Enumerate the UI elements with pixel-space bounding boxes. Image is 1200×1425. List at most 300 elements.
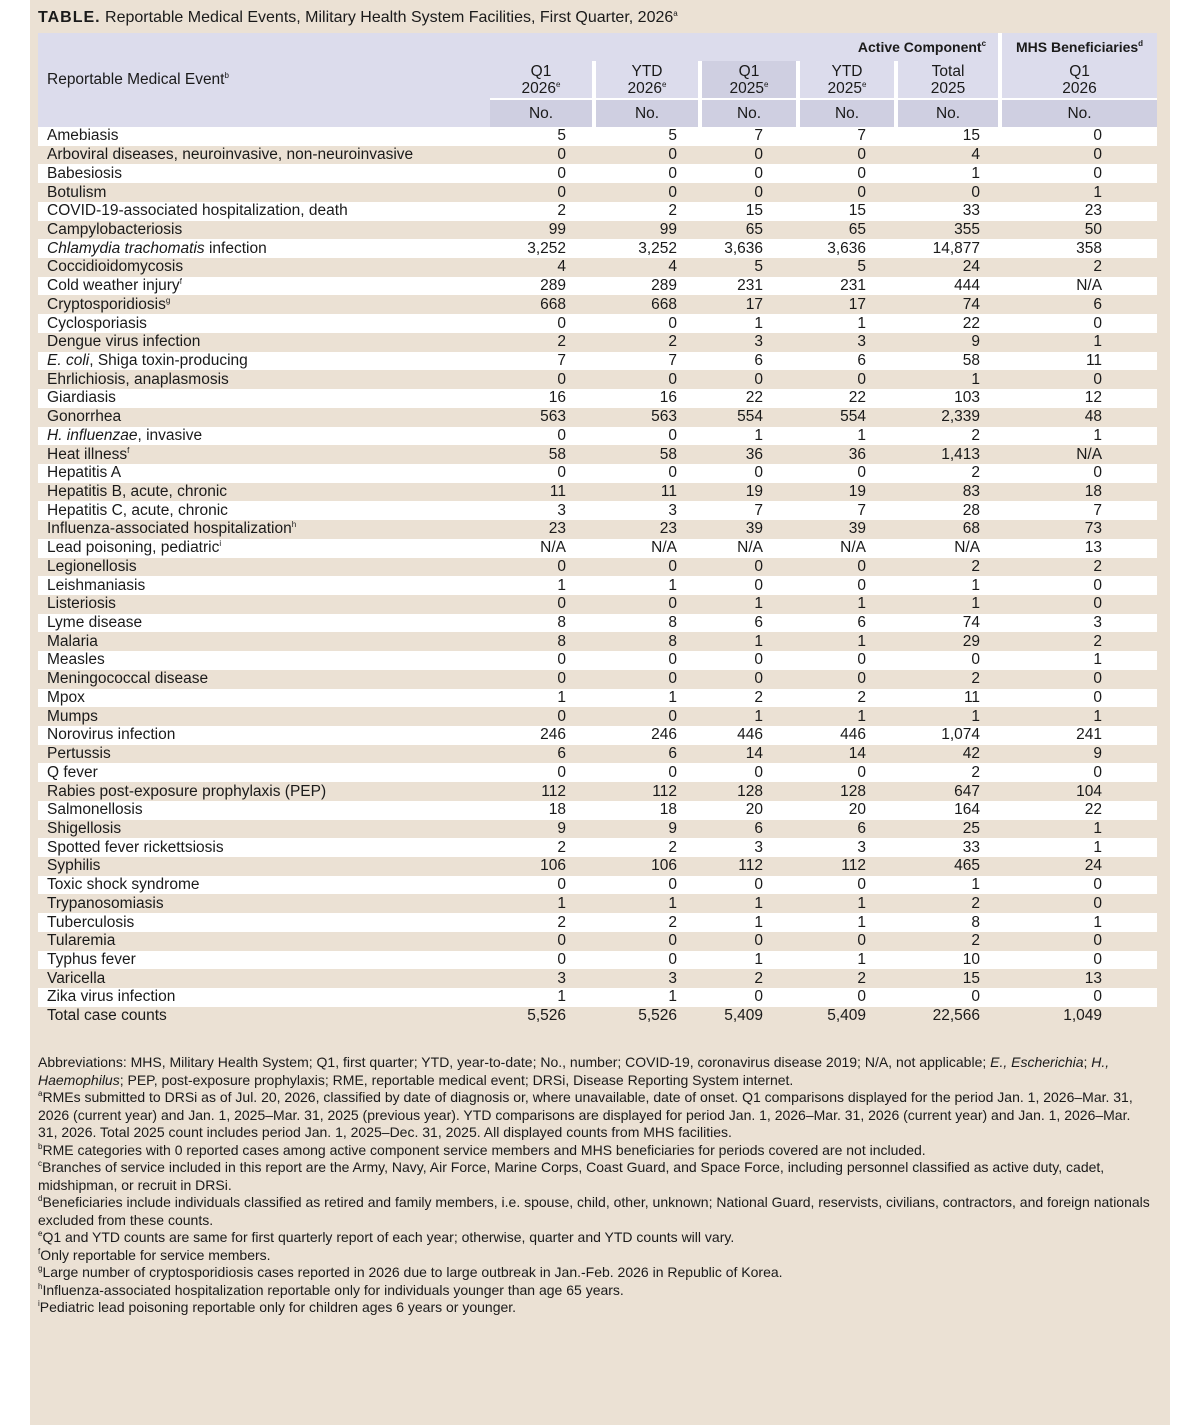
count-cell: 1 (754, 426, 763, 444)
count-cell: 668 (540, 295, 566, 313)
count-cell: 8 (668, 632, 677, 650)
count-cell: 112 (738, 857, 763, 875)
count-cell: 22,566 (932, 1007, 981, 1025)
event-name: Pertussis (47, 745, 111, 763)
count-cell: 0 (668, 950, 677, 968)
table-row (38, 876, 1157, 895)
count-cell: 1 (1093, 333, 1103, 351)
table-body (38, 127, 1157, 1026)
count-cell: 16 (548, 389, 566, 407)
count-cell: 7 (557, 351, 566, 369)
count-cell: 0 (754, 876, 763, 894)
count-cell: 104 (1076, 782, 1103, 800)
count-cell: 0 (1093, 988, 1103, 1006)
count-cell: 4 (557, 258, 566, 276)
count-cell: 1 (857, 595, 866, 613)
footnote: $^e$Q1 and YTD counts are same for first quarterly report of each year; otherwise, quarter and YTD counts will vary. (38, 1229, 735, 1245)
count-cell: 0 (668, 426, 677, 444)
table-row (38, 146, 1157, 165)
count-cell: 7 (754, 501, 763, 519)
count-cell: 563 (540, 408, 566, 426)
count-cell: 0 (754, 464, 763, 482)
count-cell: 3 (754, 333, 763, 351)
table-row (38, 277, 1157, 296)
count-cell: 231 (840, 277, 866, 295)
count-cell: 6 (668, 745, 677, 763)
count-cell: 2 (971, 557, 981, 575)
count-cell: 0 (857, 557, 866, 575)
count-cell: 16 (659, 389, 677, 407)
event-name: Meningococcal disease (47, 670, 209, 688)
count-cell: N/A (651, 539, 677, 557)
event-name: Shigellosis (47, 819, 122, 837)
count-cell: 0 (557, 426, 566, 444)
table-row (38, 464, 1157, 483)
table-row (38, 838, 1157, 857)
count-cell: 7 (857, 127, 866, 145)
table-row (38, 333, 1157, 352)
count-cell: 15 (962, 127, 981, 145)
count-cell: 3 (1093, 614, 1103, 632)
count-cell: 1 (1093, 183, 1103, 201)
count-cell: 0 (668, 763, 677, 781)
table-footnotes (38, 1054, 1153, 1317)
count-cell: 358 (1076, 239, 1103, 257)
count-cell: 2 (668, 838, 677, 856)
footnote: $^d$Beneficiaries include individuals classified as retired and family members, i.e. spouse, child, other, unknown; National Guard, reservists, civilians, contractors, and foreign nationals excluded from these counts. (38, 1194, 1150, 1228)
count-cell: 39 (745, 520, 763, 538)
count-cell: 2 (754, 688, 763, 706)
count-cell: 563 (651, 408, 677, 426)
count-cell: 128 (737, 782, 763, 800)
event-name: Mpox (47, 688, 85, 706)
count-cell: 36 (745, 445, 763, 463)
count-cell: 13 (1084, 539, 1103, 557)
event-name: Botulism (47, 183, 107, 201)
count-cell: 0 (557, 314, 566, 332)
event-name: Arboviral diseases, neuroinvasive, non-neuroinvasive (47, 146, 414, 164)
count-cell: 1,074 (941, 726, 981, 744)
count-cell: 2 (668, 202, 677, 220)
table-row (38, 520, 1157, 539)
count-cell: 1 (1093, 913, 1103, 931)
column-header: Q1 2025e (700, 61, 798, 99)
count-cell: 0 (557, 932, 566, 950)
count-cell: 1 (557, 576, 566, 594)
count-cell: 0 (857, 988, 866, 1006)
table-row (38, 127, 1157, 146)
count-cell: N/A (840, 539, 866, 557)
count-cell: 1 (857, 426, 866, 444)
count-cell: 5,409 (724, 1007, 763, 1025)
count-cell: 0 (557, 950, 566, 968)
count-cell: 23 (1084, 202, 1103, 220)
count-cell: 7 (1093, 501, 1103, 519)
table-row (38, 726, 1157, 745)
count-cell: 11 (660, 483, 677, 501)
count-cell: 1 (754, 632, 763, 650)
count-cell: 647 (954, 782, 981, 800)
count-cell: 231 (737, 277, 763, 295)
count-cell: 1 (1093, 707, 1103, 725)
count-cell: 112 (652, 782, 677, 800)
count-cell: 5 (857, 258, 866, 276)
count-cell: 0 (1093, 127, 1103, 145)
active-component-header: Active Component$^c$ (490, 33, 1000, 61)
count-cell: 9 (668, 819, 677, 837)
count-cell: 8 (557, 632, 566, 650)
event-name: Campylobacteriosis (47, 220, 183, 238)
table-row (38, 782, 1157, 801)
count-cell: 24 (962, 258, 981, 276)
column-header: YTD 2025e (798, 61, 896, 99)
count-cell: 6 (557, 745, 566, 763)
count-cell: 246 (540, 726, 566, 744)
count-cell: 0 (857, 183, 866, 201)
unit-label: No. (1000, 99, 1157, 127)
event-name: Norovirus infection (47, 726, 176, 744)
count-cell: 1 (857, 632, 866, 650)
count-cell: 0 (971, 183, 981, 201)
count-cell: 289 (540, 277, 566, 295)
count-cell: 0 (754, 576, 763, 594)
table-row (38, 314, 1157, 333)
count-cell: 446 (737, 726, 763, 744)
count-cell: 11 (963, 688, 981, 706)
event-name: Cold weather injury$^f$ (47, 277, 182, 295)
event-name: H. influenzae, invasive (47, 426, 203, 444)
count-cell: 99 (659, 220, 677, 238)
count-cell: 106 (540, 857, 566, 875)
count-cell: 0 (1093, 464, 1103, 482)
count-cell: 18 (1084, 483, 1103, 501)
count-cell: 99 (548, 220, 566, 238)
count-cell: 2 (1093, 258, 1103, 276)
count-cell: 2 (971, 426, 981, 444)
count-cell: 465 (954, 857, 981, 875)
count-cell: 3 (857, 333, 866, 351)
count-cell: 6 (857, 351, 866, 369)
count-cell: 1 (857, 950, 866, 968)
event-name: Hepatitis A (47, 464, 122, 482)
title-footnote-mark: a (673, 9, 678, 18)
count-cell: N/A (737, 539, 763, 557)
unit-label: No. (700, 99, 798, 127)
count-cell: 65 (745, 220, 763, 238)
count-cell: 1 (668, 576, 677, 594)
count-cell: N/A (540, 539, 566, 557)
table-row (38, 389, 1157, 408)
count-cell: 10 (962, 950, 981, 968)
count-cell: 2 (557, 333, 566, 351)
count-cell: 58 (659, 445, 677, 463)
table-row (38, 352, 1157, 371)
count-cell: 58 (548, 445, 566, 463)
count-cell: 0 (668, 314, 677, 332)
count-cell: 0 (1093, 688, 1103, 706)
count-cell: 24 (1084, 857, 1103, 875)
count-cell: 9 (1093, 745, 1103, 763)
count-cell: 0 (754, 557, 763, 575)
event-name: Syphilis (47, 857, 101, 875)
table-row (38, 707, 1157, 726)
unit-label: No. (896, 99, 1000, 127)
count-cell: 18 (548, 801, 566, 819)
count-cell: 1 (754, 950, 763, 968)
count-cell: 2 (557, 838, 566, 856)
count-cell: 3,636 (724, 239, 763, 257)
event-name: Cryptosporidiosis$^g$ (47, 295, 171, 313)
event-name: Chlamydia trachomatis infection (47, 239, 267, 257)
count-cell: 0 (557, 557, 566, 575)
count-cell: 1,049 (1063, 1007, 1103, 1025)
count-cell: 50 (1084, 220, 1103, 238)
count-cell: 11 (549, 483, 566, 501)
table-row (38, 632, 1157, 651)
count-cell: 241 (1076, 726, 1103, 744)
count-cell: 0 (557, 370, 566, 388)
table-row (38, 969, 1157, 988)
count-cell: 0 (1093, 932, 1103, 950)
table-row (38, 539, 1157, 558)
table-row (38, 614, 1157, 633)
event-name: Lyme disease (47, 614, 143, 632)
table-row (38, 408, 1157, 427)
count-cell: 3 (668, 969, 677, 987)
count-cell: 246 (651, 726, 677, 744)
count-cell: 0 (857, 164, 866, 182)
count-cell: 3,252 (527, 239, 566, 257)
event-name: Babesiosis (47, 164, 122, 182)
count-cell: 1 (668, 988, 677, 1006)
count-cell: 106 (651, 857, 677, 875)
count-cell: 3,636 (827, 239, 866, 257)
event-name: Influenza-associated hospitalization$^h$ (47, 520, 297, 538)
count-cell: 48 (1084, 408, 1103, 426)
event-name: Toxic shock syndrome (47, 876, 200, 894)
count-cell: 22 (1084, 801, 1103, 819)
count-cell: 0 (754, 146, 763, 164)
count-cell: 6 (1093, 295, 1103, 313)
count-cell: 6 (857, 819, 866, 837)
count-cell: 0 (754, 370, 763, 388)
count-cell: 0 (971, 651, 981, 669)
count-cell: 9 (971, 333, 981, 351)
count-cell: 1 (857, 894, 866, 912)
table-label: TABLE. (38, 9, 101, 26)
count-cell: 112 (541, 782, 566, 800)
count-cell: 1 (1093, 819, 1103, 837)
count-cell: 7 (668, 351, 677, 369)
count-cell: 0 (1093, 576, 1103, 594)
count-cell: 20 (848, 801, 866, 819)
count-cell: 0 (857, 651, 866, 669)
event-name: Salmonellosis (47, 801, 143, 819)
event-name: Total case counts (47, 1007, 167, 1025)
count-cell: 0 (668, 146, 677, 164)
event-name: Cyclosporiasis (47, 314, 147, 332)
footnote: $^h$Influenza-associated hospitalization reportable only for individuals younger than age 65 years. (38, 1281, 624, 1298)
count-cell: 1 (754, 913, 763, 931)
count-cell: 1 (857, 314, 866, 332)
count-cell: 3,252 (638, 239, 677, 257)
count-cell: 0 (557, 763, 566, 781)
count-cell: 1,413 (941, 445, 981, 463)
count-cell: 17 (745, 295, 763, 313)
count-cell: 0 (668, 183, 677, 201)
count-cell: 2 (857, 688, 866, 706)
count-cell: 0 (754, 988, 763, 1006)
count-cell: 13 (1084, 969, 1103, 987)
count-cell: 0 (754, 932, 763, 950)
table-row (38, 183, 1157, 202)
count-cell: 446 (840, 726, 866, 744)
count-cell: 0 (668, 707, 677, 725)
count-cell: 0 (668, 670, 677, 688)
count-cell: 554 (737, 408, 763, 426)
unit-label: No. (594, 99, 700, 127)
count-cell: 8 (668, 614, 677, 632)
count-cell: 0 (668, 876, 677, 894)
count-cell: 23 (548, 520, 566, 538)
count-cell: 0 (857, 763, 866, 781)
count-cell: 0 (857, 464, 866, 482)
count-cell: 0 (668, 164, 677, 182)
count-cell: 1 (971, 595, 981, 613)
count-cell: 4 (668, 258, 677, 276)
count-cell: 1 (754, 707, 763, 725)
table-row (38, 239, 1157, 258)
count-cell: 1 (971, 164, 981, 182)
count-cell: 2 (557, 913, 566, 931)
event-name: Rabies post-exposure prophylaxis (PEP) (47, 782, 327, 800)
table-row (38, 370, 1157, 389)
table-row (38, 857, 1157, 876)
count-cell: 2 (971, 464, 981, 482)
count-cell: 0 (1093, 164, 1103, 182)
count-cell: N/A (1076, 445, 1103, 463)
count-cell: 22 (848, 389, 866, 407)
count-cell: 5 (557, 127, 566, 145)
count-cell: 8 (557, 614, 566, 632)
count-cell: 9 (557, 819, 566, 837)
count-cell: 128 (840, 782, 866, 800)
count-cell: 36 (848, 445, 866, 463)
count-cell: 17 (848, 295, 866, 313)
count-cell: 355 (954, 220, 981, 238)
count-cell: 0 (557, 651, 566, 669)
count-cell: 0 (668, 651, 677, 669)
count-cell: 2 (971, 670, 981, 688)
count-cell: 0 (668, 595, 677, 613)
count-cell: 1 (557, 894, 566, 912)
footnote: $^g$Large number of cryptosporidiosis cases reported in 2026 due to large outbreak in Jan.-Feb. 2026 in Republic of Korea. (38, 1264, 783, 1280)
footnote: $^a$RMEs submitted to DRSi as of Jul. 20, 2026, classified by date of diagnosis or, where unavailable, date of onset. Q1 comparisons displayed for the period Jan. 1, 2026–Mar. 31, 2026 (current year) and Jan. 1, 2025–Mar. 31, 2025 (previous year). YTD comparisons are displayed for period Jan. 1, 2026–Mar. 31, 2026 (current year) and Jan. 1, 2026–Mar. 31, 2026. Total 2025 count includes period Jan. 1, 2025–Dec. 31, 2025. All displayed counts from MHS facilities. (38, 1089, 1133, 1140)
count-cell: 1 (971, 876, 981, 894)
count-cell: 39 (848, 520, 866, 538)
event-name: Heat illness$^f$ (47, 445, 130, 463)
table-row (38, 745, 1157, 764)
count-cell: 15 (745, 202, 763, 220)
count-cell: 2 (1093, 557, 1103, 575)
count-cell: 0 (557, 595, 566, 613)
count-cell: 1 (754, 894, 763, 912)
count-cell: 0 (668, 464, 677, 482)
count-cell: 1 (1093, 838, 1103, 856)
abbreviations-note: Abbreviations: MHS, Military Health System; Q1, first quarter; YTD, year-to-date; No., number; COVID-19, coronavirus disease 2019; N/A, not applicable; E., Escherichia; H., Haemophilus; PEP, post-exposure prophylaxis; RME, reportable medical event; DRSi, Disease Reporting System internet. (38, 1054, 1110, 1088)
count-cell: 74 (962, 295, 981, 313)
count-cell: 0 (557, 146, 566, 164)
count-cell: 5 (668, 127, 677, 145)
table-row (38, 651, 1157, 670)
count-cell: 0 (1093, 146, 1103, 164)
table-row (38, 1007, 1157, 1026)
count-cell: 0 (754, 183, 763, 201)
count-cell: 5,409 (827, 1007, 866, 1025)
count-cell: 0 (857, 146, 866, 164)
count-cell: 2 (557, 202, 566, 220)
count-cell: 4 (971, 146, 981, 164)
table-row (38, 501, 1157, 520)
count-cell: 33 (962, 202, 981, 220)
count-cell: 1 (971, 576, 981, 594)
count-cell: 1 (857, 913, 866, 931)
count-cell: 164 (954, 801, 981, 819)
event-name: Measles (47, 651, 105, 669)
table-row (38, 164, 1157, 183)
column-header: Q1 2026 (1000, 61, 1157, 99)
count-cell: 0 (1093, 763, 1103, 781)
count-cell: 1 (668, 688, 677, 706)
count-cell: 3 (557, 969, 566, 987)
count-cell: 7 (857, 501, 866, 519)
event-name: Hepatitis B, acute, chronic (47, 483, 228, 501)
event-name: Q fever (47, 763, 98, 781)
count-cell: 0 (857, 876, 866, 894)
count-cell: 1 (1093, 651, 1103, 669)
count-cell: 3 (557, 501, 566, 519)
count-cell: 0 (1093, 894, 1103, 912)
count-cell: 0 (857, 670, 866, 688)
count-cell: 6 (754, 351, 763, 369)
count-cell: 0 (668, 557, 677, 575)
count-cell: 2 (1093, 632, 1103, 650)
count-cell: 1 (557, 988, 566, 1006)
count-cell: 18 (659, 801, 677, 819)
event-name: E. coli, Shiga toxin-producing (47, 351, 248, 369)
count-cell: 0 (754, 651, 763, 669)
table-row (38, 951, 1157, 970)
count-cell: 0 (557, 464, 566, 482)
count-cell: N/A (954, 539, 981, 557)
event-name: Coccidioidomycosis (47, 258, 184, 276)
column-header: Total 2025 (896, 61, 1000, 99)
count-cell: 6 (754, 614, 763, 632)
count-cell: 2 (668, 913, 677, 931)
column-header: Q1 2026e (490, 61, 594, 99)
unit-label: No. (798, 99, 896, 127)
table-title-text: Reportable Medical Events, Military Health System Facilities, First Quarter, 2026 (105, 9, 674, 26)
count-cell: 73 (1084, 520, 1103, 538)
count-cell: 289 (651, 277, 677, 295)
count-cell: 1 (557, 688, 566, 706)
event-name: Ehrlichiosis, anaplasmosis (47, 370, 229, 388)
count-cell: 19 (848, 483, 866, 501)
event-name: Gonorrhea (47, 408, 122, 426)
count-cell: 14,877 (932, 239, 981, 257)
count-cell: 103 (954, 389, 981, 407)
event-name: Amebiasis (47, 127, 119, 145)
